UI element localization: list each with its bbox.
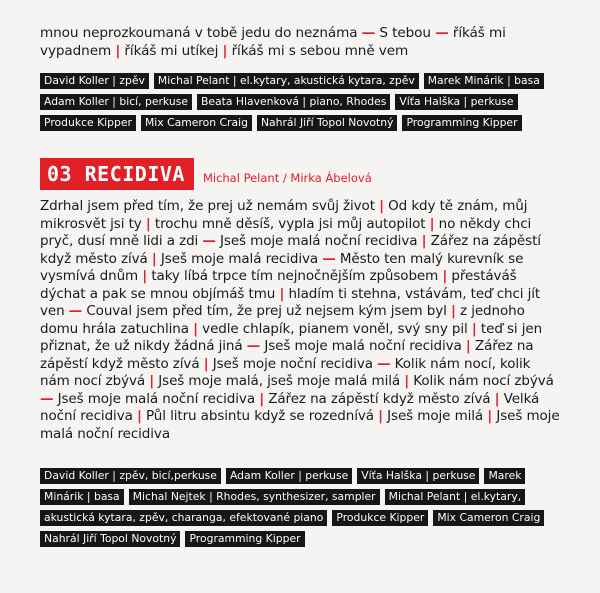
lyric-line: Couval jsem před tím, že prej už nejsem kým jsem byl (82, 303, 451, 319)
lyric-separator: | (465, 338, 471, 354)
lyric-separator: | (136, 408, 142, 424)
credit-tag: Beata Hlavenková | piano, Rhodes (197, 94, 390, 110)
lyric-separator: | (193, 320, 198, 337)
lyric-separator: | (487, 408, 493, 424)
lyric-line: Velká noční recidiva (40, 390, 540, 424)
lyric-line: vedle chlapík, pianem voněl, svý sny pil (197, 320, 472, 337)
lyric-separator: | (471, 320, 477, 337)
lyric-line: říkáš mi utíkej (120, 42, 223, 59)
lyric-line: Jseš moje malá recidiva (156, 250, 323, 267)
lyric-line: říkáš mi vypadnem (40, 25, 506, 59)
credit-tag: Michal Pelant | el.kytary, (385, 489, 526, 505)
lyric-separator: | (259, 390, 265, 407)
lyric-line: Zářez na zápěstí když město zívá (40, 338, 534, 372)
lyric-line: Zářez na zápěstí když město zívá (40, 233, 541, 267)
credit-tag: akustická kytara, zpěv, charanga, efektované piano (40, 510, 327, 526)
lyric-line: Půl litru absintu když se rozednívá (141, 408, 379, 424)
lyric-line: Od kdy tě znám, můj mikrosvět jsi ty (40, 198, 528, 232)
lyric-line: přestáváš dýchat a pak se mnou objímáš tmu (40, 268, 517, 302)
lyric-separator: | (429, 215, 435, 232)
credits-recidiva (40, 468, 560, 547)
song-heading (40, 158, 372, 190)
lyric-separator: — (361, 25, 376, 41)
track-title-badge: 03 RECIDIVA (40, 158, 194, 190)
lyric-separator: — (322, 250, 336, 267)
lyric-line: teď si jen přiznat, že už nikdy žádná jiná (40, 320, 543, 354)
credit-tag: Mix Cameron Craig (141, 115, 252, 131)
lyric-separator: | (279, 285, 285, 302)
credit-tag: Nahrál Jiří Topol Novotný (40, 531, 180, 547)
lyric-separator: — (202, 233, 216, 249)
lyric-separator: | (450, 303, 456, 319)
lyric-line: z jednoho domu hrála zatuchlina (40, 303, 525, 337)
credit-tag: Michal Pelant | el.kytary, akustická kytara, zpěv (154, 73, 419, 89)
credit-tag: Produkce Kipper (40, 115, 136, 131)
credits-previous-song (40, 73, 560, 131)
lyric-separator: | (442, 268, 448, 284)
credit-tag: David Koller | zpěv (40, 73, 149, 89)
credit-tag: Adam Koller | bicí, perkuse (40, 94, 192, 110)
lyric-line: Jseš moje malá noční recidiva (53, 390, 260, 407)
credit-tag: Adam Koller | perkuse (226, 468, 352, 484)
lyric-separator: | (378, 408, 383, 424)
credit-tag: Marek Minárik | basa (424, 73, 544, 89)
lyric-separator: — (246, 338, 261, 354)
lyric-separator: | (145, 215, 151, 232)
lyric-separator: | (115, 42, 121, 59)
lyric-line: hladím ti stehna, vstávám, teď chci jít ven (40, 285, 541, 319)
lyric-line: Zdrhal jsem před tím, že prej už nemám svůj život (40, 198, 380, 214)
lyric-line: Jseš moje malá, jseš moje malá milá (154, 373, 405, 389)
lyrics-block-previous-song (40, 25, 560, 60)
lyric-line: Jseš moje malá noční recidiva (215, 233, 422, 249)
lyric-line: Jseš moje noční recidiva (208, 355, 378, 372)
lyrics-block-recidiva (40, 198, 560, 443)
lyric-separator: | (494, 390, 500, 407)
credit-tag: Mix Cameron Craig (433, 510, 544, 526)
lyric-line: Jseš moje milá (382, 408, 488, 424)
lyric-line: Kolik nám nocí zbývá (409, 373, 554, 389)
lyric-separator: — (377, 355, 391, 372)
credit-tag: Programming Kipper (185, 531, 304, 547)
credit-tag: Víťa Halška | perkuse (395, 94, 517, 110)
lyric-separator: | (379, 198, 384, 214)
lyric-line: Zářez na zápěstí když město zívá (264, 390, 495, 407)
lyric-line: no někdy chci pryč, dusí mně lidi a zdi (40, 215, 532, 249)
lyric-line: S tebou (375, 25, 436, 41)
lyric-separator: | (404, 373, 410, 389)
lyric-separator: | (222, 42, 228, 59)
lyric-separator: | (203, 355, 209, 372)
credit-tag: Minárik | basa (40, 489, 124, 505)
lyric-separator: — (435, 25, 449, 41)
credit-tag: Michal Nejtek | Rhodes, synthesizer, sampler (129, 489, 380, 505)
credit-tag: Produkce Kipper (332, 510, 428, 526)
credit-tag: Víťa Halška | perkuse (357, 468, 479, 484)
song-authors: Michal Pelant / Mirka Ábelová (202, 170, 372, 185)
credit-tag: David Koller | zpěv, bicí,perkuse (40, 468, 221, 484)
lyric-separator: | (142, 268, 148, 284)
lyric-line: Jseš moje malá noční recidiva (260, 338, 466, 354)
credit-tag: Marek (484, 468, 525, 484)
lyric-separator: — (40, 390, 54, 407)
credit-tag: Nahrál Jiří Topol Novotný (257, 115, 397, 131)
lyric-line: mnou neprozkoumaná v tobě jedu do neznáma (40, 25, 362, 41)
lyric-line: Kolik nám nocí, kolik nám nocí zbývá (40, 355, 531, 389)
lyric-separator: — (68, 303, 83, 319)
lyric-separator: | (151, 250, 157, 267)
lyric-separator: | (421, 233, 427, 249)
lyric-separator: | (149, 373, 155, 389)
lyric-line: trochu mně děsíš, vypla jsi můj autopilot (150, 215, 430, 232)
lyric-line: taky líbá trpce tím nejnočnějším způsobem (147, 268, 443, 284)
lyric-line: říkáš mi s sebou mně vem (227, 42, 409, 59)
credit-tag: Programming Kipper (402, 115, 521, 131)
lyric-line: Město ten malý kurevník se vysmívá dnům (40, 250, 524, 284)
lyric-line: Jseš moje malá noční recidiva (40, 408, 560, 442)
